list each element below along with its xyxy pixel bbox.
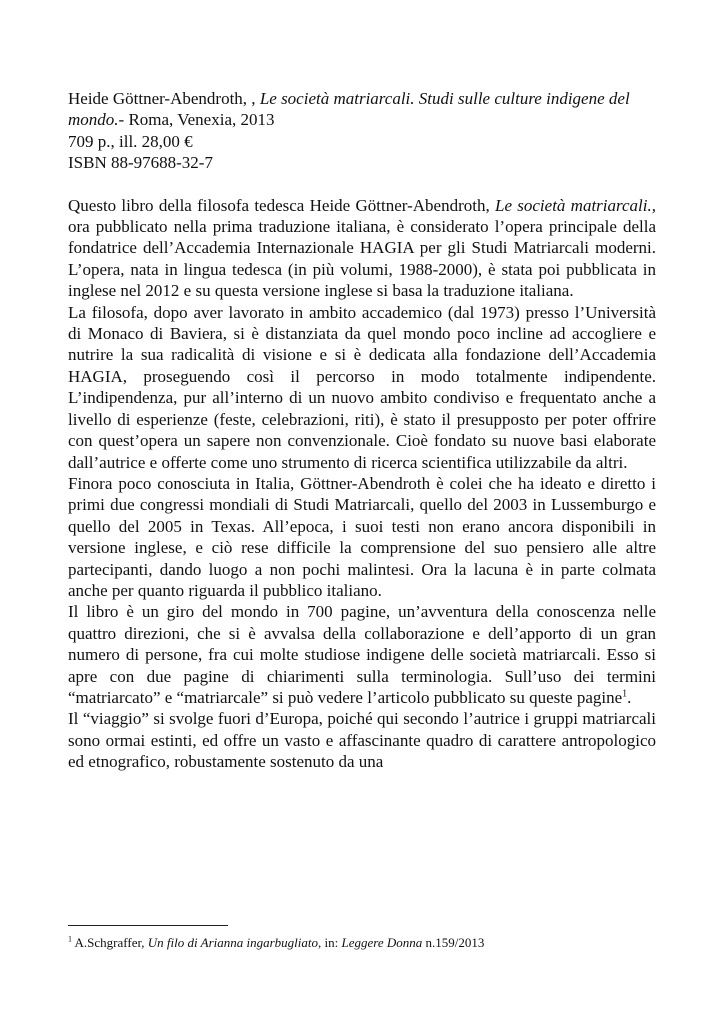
footnote-reference[interactable]: 1 [622,688,628,700]
footnote [68,935,656,951]
footnote-article-title: Un filo di Arianna ingarbugliato [147,935,318,950]
paragraph-3: Finora poco conosciuta in Italia, Göttner-Abendroth è colei che ha ideato e diretto i primi due congressi mondiali di Studi Matriarcali, quello del 2003 in Lussemburgo e quello del 2005 in Texas. All’epoca, i suoi testi non erano ancora disponibili in versione inglese, e ciò rese difficile la comprensione del suo pensiero alle altre partecipanti, dando luogo a non pochi malintesi. Ora la lacuna è in parte colmata anche per quanto riguarda il pubblico italiano. [68,473,656,600]
paragraph-1-book-title: Le società matriarcali., [494,195,657,215]
footnote-journal: Leggere Donna [341,935,423,950]
paragraph-4-text: Il libro è un giro del mondo in 700 pagine, un’avventura della conoscenza nelle quattro direzioni, che si è avvalsa della collaborazione e dell’apporto di un gran numero di persone, fra cui molte studiose indigene delle società matriarcali. Esso si apre con due pagine di chiarimenti sulla terminologia. Sull’uso dei termini “matriarcato” e “matriarcale” si può vedere l’articolo pubblicato su queste pagine [68,602,656,707]
paragraph-1 [68,195,656,302]
book-citation [68,88,656,174]
footnote-mid: , in: [318,935,342,950]
paragraph-4 [68,601,656,708]
footnote-author: A.Schgraffer, [72,935,148,950]
footnote-marker: 1 [68,934,72,944]
review-body [68,195,656,773]
paragraph-5: Il “viaggio” si svolge fuori d’Europa, poiché qui secondo l’autrice i gruppi matriarcali sono ormai estinti, ed offre un vasto e affascinante quadro di carattere antropologico ed etnografico, robustamente sostenuto da una [68,709,656,772]
paragraph-4-end: . [627,687,632,707]
document-page [68,88,656,773]
citation-title-line [68,88,656,131]
citation-publisher: - Roma, Venexia, 2013 [118,110,275,130]
footnote-issue: n.159/2013 [422,935,485,950]
citation-book-title: Le società matriarcali. Studi sulle culture indigene del mondo. [68,89,630,130]
paragraph-1-rest: ora pubblicato nella prima traduzione italiana, è considerato l’opera principale della fondatrice dell’Accademia Internazionale HAGIA per gli Studi Matriarcali moderni. L’opera, nata in lingua tedesca (in più volumi, 1988-2000), è stata poi pubblicata in inglese nel 2012 e su questa versione inglese si basa la traduzione italiana. [68,217,656,301]
footnote-divider [68,925,228,926]
paragraph-2: La filosofa, dopo aver lavorato in ambito accademico (dal 1973) presso l’Università di Monaco di Baviera, si è distanziata da quel mondo poco incline ad accogliere e nutrire la sua radicalità di visione e si è dedicata alla fondazione dell’Accademia HAGIA, proseguendo così il percorso in modo totalmente indipendente. L’indipendenza, pur all’interno di un nuovo ambito condiviso e frequentato anche a livello di esperienze (feste, celebrazioni, riti), è stato il presupposto per poter offrire con quest’opera un sapere non convenzionale. Cioè fondato su nuove basi elaborate dall’autrice e offerte come uno strumento di ricerca scientifica utilizzabile da altri. [68,302,656,472]
paragraph-1-start: Questo libro della filosofa tedesca Heide Göttner-Abendroth, [68,195,495,215]
citation-isbn: ISBN 88-97688-32-7 [68,153,213,173]
citation-pages-price: 709 p., ill. 28,00 € [68,131,193,151]
citation-author: Heide Göttner-Abendroth, , [68,89,260,108]
